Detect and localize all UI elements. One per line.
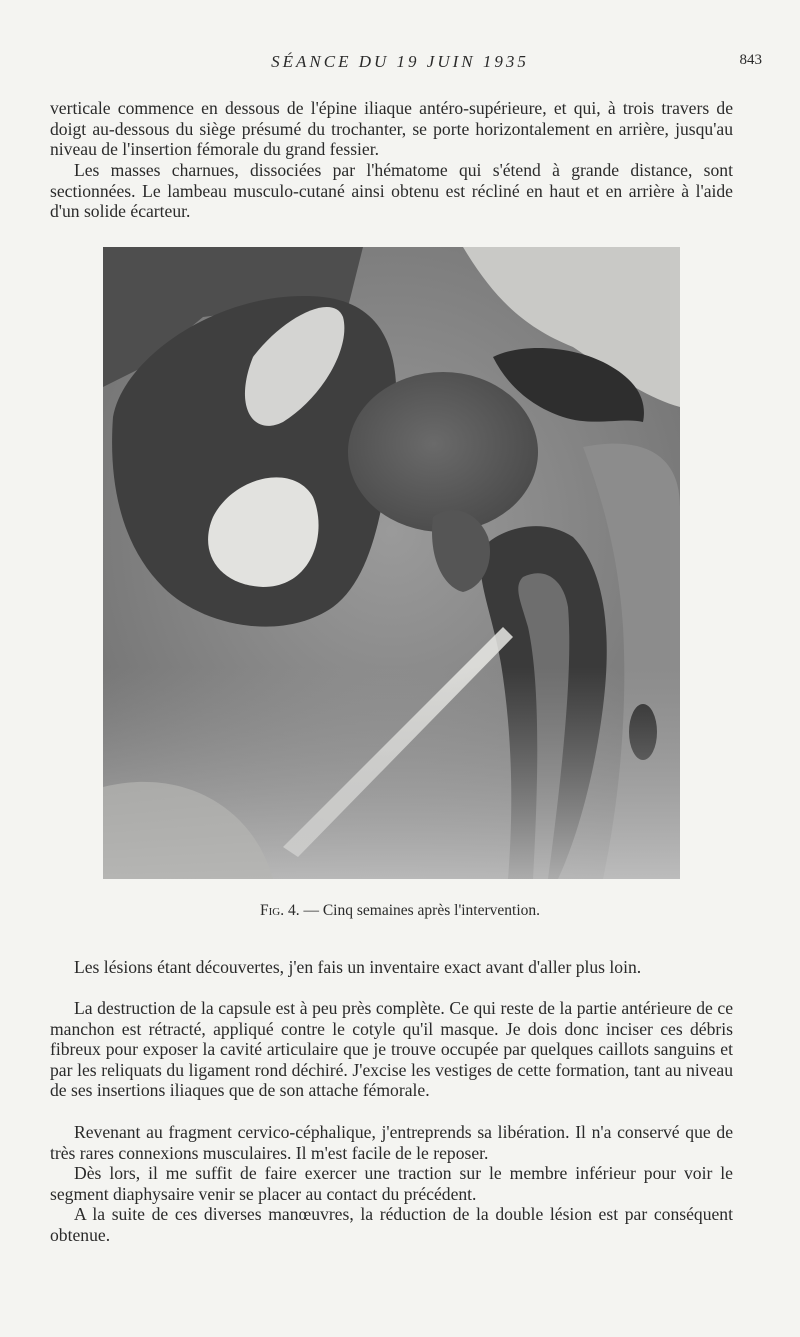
paragraph-body-1: Les lésions étant découvertes, j'en fais un inventaire exact avant d'aller plus loin. (74, 957, 642, 977)
paragraph-body-4: Dès lors, il me suffit de faire exercer une traction sur le membre inférieur pour voir le segment diaphysaire venir se placer au contact du précédent. (50, 1163, 733, 1204)
femoral-head (348, 372, 538, 532)
figure-label: Fig. 4. (259, 902, 300, 919)
paragraph-top-1: verticale commence en dessous de l'épine iliaque antéro-supérieure, et qui, à trois travers de doigt au-dessous du siège présumé du trochanter, se porte horizontalement en arrière, jusqu'au niveau de l'insertion fémorale du grand fessier. (50, 98, 733, 160)
xray-figure (103, 247, 680, 879)
hip-xray-image (103, 247, 680, 879)
running-title: SÉANCE DU 19 JUIN 1935 (271, 52, 529, 71)
paragraph-top-2: Les masses charnues, dissociées par l'hématome qui s'étend à grande distance, sont sectionnées. Le lambeau musculo-cutané ainsi obtenu est récliné en haut et en arrière à l'aide d'un solide écarteur. (50, 160, 733, 222)
paragraph-body-3: Revenant au fragment cervico-céphalique, j'entreprends sa libération. Il n'a conservé que de très rares connexions musculaires. Il m'est facile de le reposer. (50, 1122, 733, 1163)
figure-caption-text: — Cinq semaines après l'intervention. (303, 902, 541, 919)
paragraph-body-2: La destruction de la capsule est à peu près complète. Ce qui reste de la partie antérieure de ce manchon est rétracté, appliqué contre le cotyle qu'il masque. Je dois donc inciser ces débris fibreux pour exposer la cavité articulaire que je trouve occupée par quelques caillots sanguins et par les reliquats du ligament rond déchiré. J'excise les vestiges de cette formation, tant au niveau de ses insertions iliaques que de son attache fémorale. (50, 998, 733, 1101)
page-header (0, 52, 800, 76)
page-number: 843 (739, 52, 762, 68)
paragraph-body-5: A la suite de ces diverses manœuvres, la réduction de la double lésion est par conséquent obtenue. (50, 1204, 733, 1245)
figure-caption (0, 902, 800, 920)
